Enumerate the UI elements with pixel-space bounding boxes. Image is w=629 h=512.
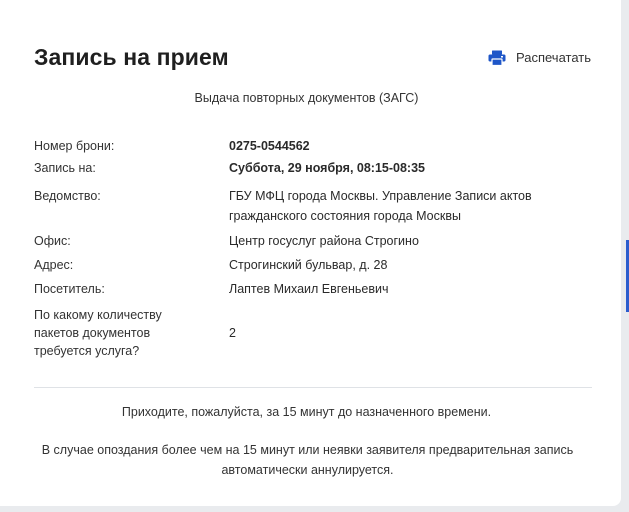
- detail-label: Посетитель:: [34, 282, 105, 296]
- visitor-value: Лаптев Михаил Евгеньевич: [229, 282, 389, 296]
- office-value: Центр госуслуг района Строгино: [229, 234, 419, 248]
- detail-row-office: [34, 231, 594, 255]
- detail-row-booking-number: [34, 136, 594, 158]
- detail-label: Ведомство:: [34, 189, 101, 203]
- detail-row-appointment-time: [34, 158, 594, 180]
- service-name: Выдача повторных документов (ЗАГС): [194, 91, 419, 105]
- detail-label: По какому количеству пакетов документов требуется услуга?: [34, 308, 162, 358]
- packages-value: 2: [229, 326, 236, 340]
- detail-label: Запись на:: [34, 161, 96, 175]
- booking-details: [34, 136, 594, 363]
- detail-row-packages: [34, 303, 594, 363]
- print-label: Распечатать: [515, 50, 591, 65]
- late-note: В случае опоздания более чем на 15 минут или неявки заявителя предварительная запись автоматически аннулируется.: [41, 443, 574, 477]
- detail-label: Офис:: [34, 234, 71, 248]
- department-value: ГБУ МФЦ города Москвы. Управление Записи актов гражданского состояния города Москвы: [229, 189, 532, 223]
- card-header: [34, 44, 591, 71]
- divider: [34, 387, 592, 388]
- detail-row-department: [34, 186, 594, 228]
- printer-icon: [488, 50, 506, 66]
- detail-label: Номер брони:: [34, 139, 115, 153]
- detail-row-address: [34, 255, 594, 279]
- arrival-note: Приходите, пожалуйста, за 15 минут до назначенного времени.: [121, 405, 492, 419]
- appointment-time: Суббота, 29 ноября, 08:15-08:35: [229, 161, 425, 175]
- print-button[interactable]: [488, 50, 591, 66]
- detail-row-visitor: [34, 279, 594, 303]
- detail-label: Адрес:: [34, 258, 74, 272]
- page-title: Запись на прием: [34, 44, 229, 70]
- address-value: Строгинский бульвар, д. 28: [229, 258, 388, 272]
- booking-number: 0275-0544562: [229, 139, 310, 153]
